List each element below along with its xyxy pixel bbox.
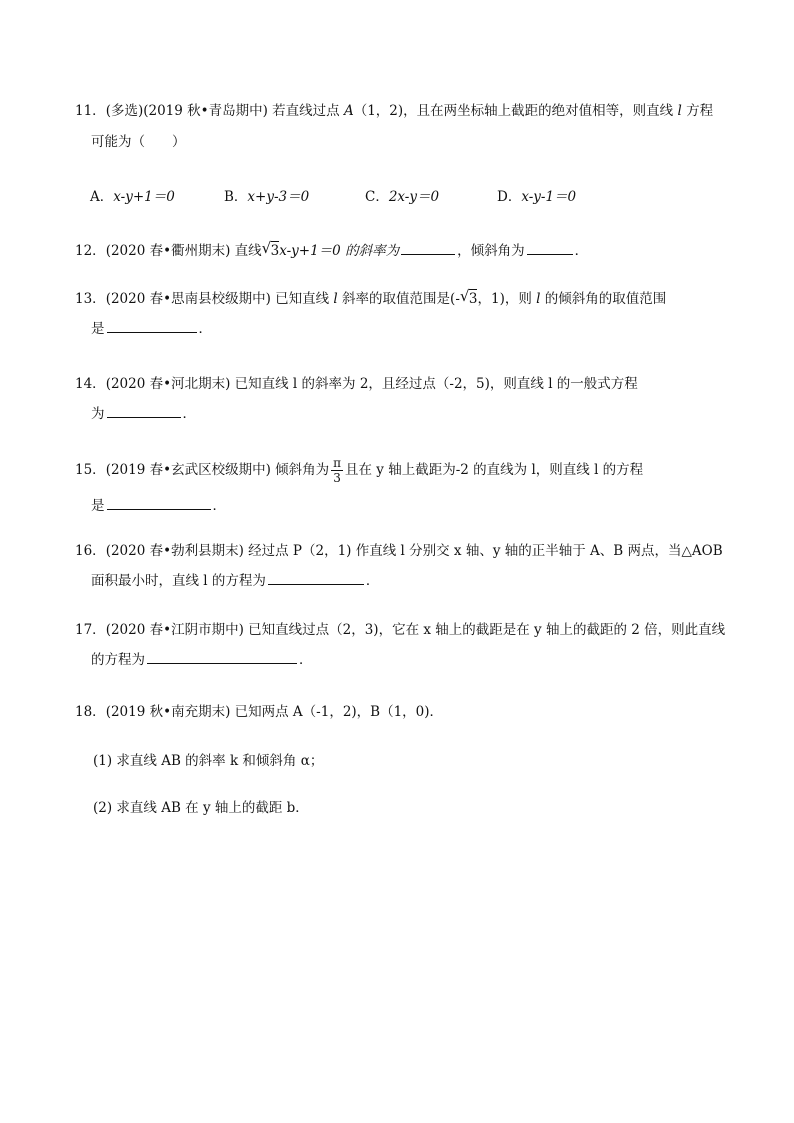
question-17-line1 xyxy=(75,619,725,641)
question-text: 是 xyxy=(91,498,105,514)
option-d[interactable] xyxy=(497,185,576,205)
fraction-pi-over-3 xyxy=(331,456,343,485)
question-text: ，则 xyxy=(504,291,537,307)
answer-blank[interactable] xyxy=(107,495,211,510)
answer-blank[interactable] xyxy=(107,318,197,333)
question-text: (2020 春•衢州期末) 直线 xyxy=(105,243,262,259)
question-number: 17． xyxy=(75,622,106,638)
answer-blank[interactable] xyxy=(401,240,455,255)
question-text: 的倾斜角的取值范围 xyxy=(540,291,667,307)
period: ． xyxy=(299,652,313,668)
question-text: (2020 春•思南县校级期中) 已知直线 xyxy=(105,291,334,307)
question-17-line2 xyxy=(75,649,725,671)
question-13 xyxy=(75,288,725,340)
question-12 xyxy=(75,240,725,262)
period: ． xyxy=(198,321,212,337)
question-14 xyxy=(75,373,725,425)
question-16-line2 xyxy=(75,570,725,592)
question-text: (2019 秋•南充期末) 已知两点 A（-1，2)，B（1，0)． xyxy=(105,704,444,720)
question-14-line1 xyxy=(75,373,725,395)
fraction-denominator: 3 xyxy=(333,471,341,485)
question-18-part-2: (2) 求直线 AB 在 y 轴上的截距 b． xyxy=(93,800,309,816)
equation: x-y+1＝0 的斜率为 xyxy=(279,243,400,259)
question-15 xyxy=(75,456,725,517)
option-label: C． xyxy=(365,189,389,205)
option-expr: x-y+1＝0 xyxy=(113,189,175,205)
period: ． xyxy=(574,243,589,259)
question-13-line1 xyxy=(75,288,725,310)
question-text: 是 xyxy=(91,321,105,337)
radicand: 3 xyxy=(468,291,478,307)
option-expr: 2x-y＝0 xyxy=(388,189,440,205)
option-label: D． xyxy=(497,189,522,205)
question-18 xyxy=(75,701,725,723)
question-14-line2 xyxy=(75,403,725,425)
question-text: 斜率的取值范围是 xyxy=(337,291,451,307)
answer-blank[interactable] xyxy=(268,570,364,585)
question-18-part-1: (1) 求直线 AB 的斜率 k 和倾斜角 α； xyxy=(93,753,324,769)
question-text: 的方程为 xyxy=(91,652,145,668)
answer-blank[interactable] xyxy=(147,649,297,664)
question-text: (2020 春•勃利县期末) 经过点 P（2，1) 作直线 l 分别交 x 轴、y 轴的正半轴于 A、B 两点，当△AOB xyxy=(105,543,723,559)
question-15-line1 xyxy=(75,456,725,485)
option-b[interactable] xyxy=(224,185,309,205)
answer-blank[interactable] xyxy=(107,403,181,418)
option-label: A． xyxy=(90,189,114,205)
question-text: (多选)(2019 秋•青岛期中) 若直线过点 xyxy=(105,103,344,119)
point-label: A xyxy=(343,103,354,119)
period: ． xyxy=(182,406,196,422)
question-11-line2: 可能为（ ） xyxy=(91,134,186,150)
question-15-line2 xyxy=(75,495,725,517)
answer-blank[interactable] xyxy=(527,240,573,255)
question-number: 16． xyxy=(75,543,106,559)
question-17 xyxy=(75,619,725,671)
question-text: 为 xyxy=(91,406,105,422)
question-16 xyxy=(75,540,725,592)
question-text: 且在 y 轴上截距为-2 的直线为 l，则直线 l 的方程 xyxy=(345,462,644,478)
question-text: 方程 xyxy=(681,103,714,119)
range-open: (- xyxy=(450,291,460,307)
line-symbol: l xyxy=(536,291,541,307)
question-number: 12． xyxy=(75,243,106,259)
range-close: ，1) xyxy=(477,291,505,307)
period: ． xyxy=(365,573,380,589)
question-number: 14． xyxy=(75,376,106,392)
question-text: (2020 春•河北期末) 已知直线 l 的斜率为 2，且经过点（-2，5)，则直线 l 的一般式方程 xyxy=(105,376,638,392)
line-symbol: l xyxy=(677,103,682,119)
question-18-line1 xyxy=(75,701,725,723)
question-text: 面积最小时，直线 l 的方程为 xyxy=(91,573,266,589)
radicand: 3 xyxy=(270,243,280,259)
question-13-line2 xyxy=(75,318,725,340)
question-16-line1 xyxy=(75,540,725,562)
option-c[interactable] xyxy=(365,185,439,205)
question-number: 18． xyxy=(75,704,106,720)
option-label: B． xyxy=(224,189,248,205)
option-expr: x+y-3＝0 xyxy=(247,189,310,205)
question-number: 13． xyxy=(75,291,106,307)
question-text: （1，2)，且在两坐标轴上截距的绝对值相等，则直线 xyxy=(353,103,678,119)
question-text: ，倾斜角为 xyxy=(457,243,525,259)
sqrt-symbol: √ 3 xyxy=(459,287,478,307)
question-11 xyxy=(75,100,725,153)
period: ． xyxy=(212,498,226,514)
line-symbol: l xyxy=(333,291,338,307)
question-number: 11． xyxy=(75,103,106,119)
question-text: (2020 春•江阴市期中) 已知直线过点（2，3)，它在 x 轴上的截距是在 y 轴上的截距的 2 倍，则此直线 xyxy=(105,622,726,638)
question-12-line1 xyxy=(75,240,725,262)
question-11-line1 xyxy=(75,100,725,122)
sqrt-symbol: √ 3 xyxy=(261,239,280,259)
option-a[interactable] xyxy=(90,185,175,205)
fraction-numerator: π xyxy=(333,456,342,470)
question-text: (2019 春•玄武区校级期中) 倾斜角为 xyxy=(105,462,330,478)
question-number: 15． xyxy=(75,462,106,478)
option-expr: x-y-1＝0 xyxy=(521,189,577,205)
